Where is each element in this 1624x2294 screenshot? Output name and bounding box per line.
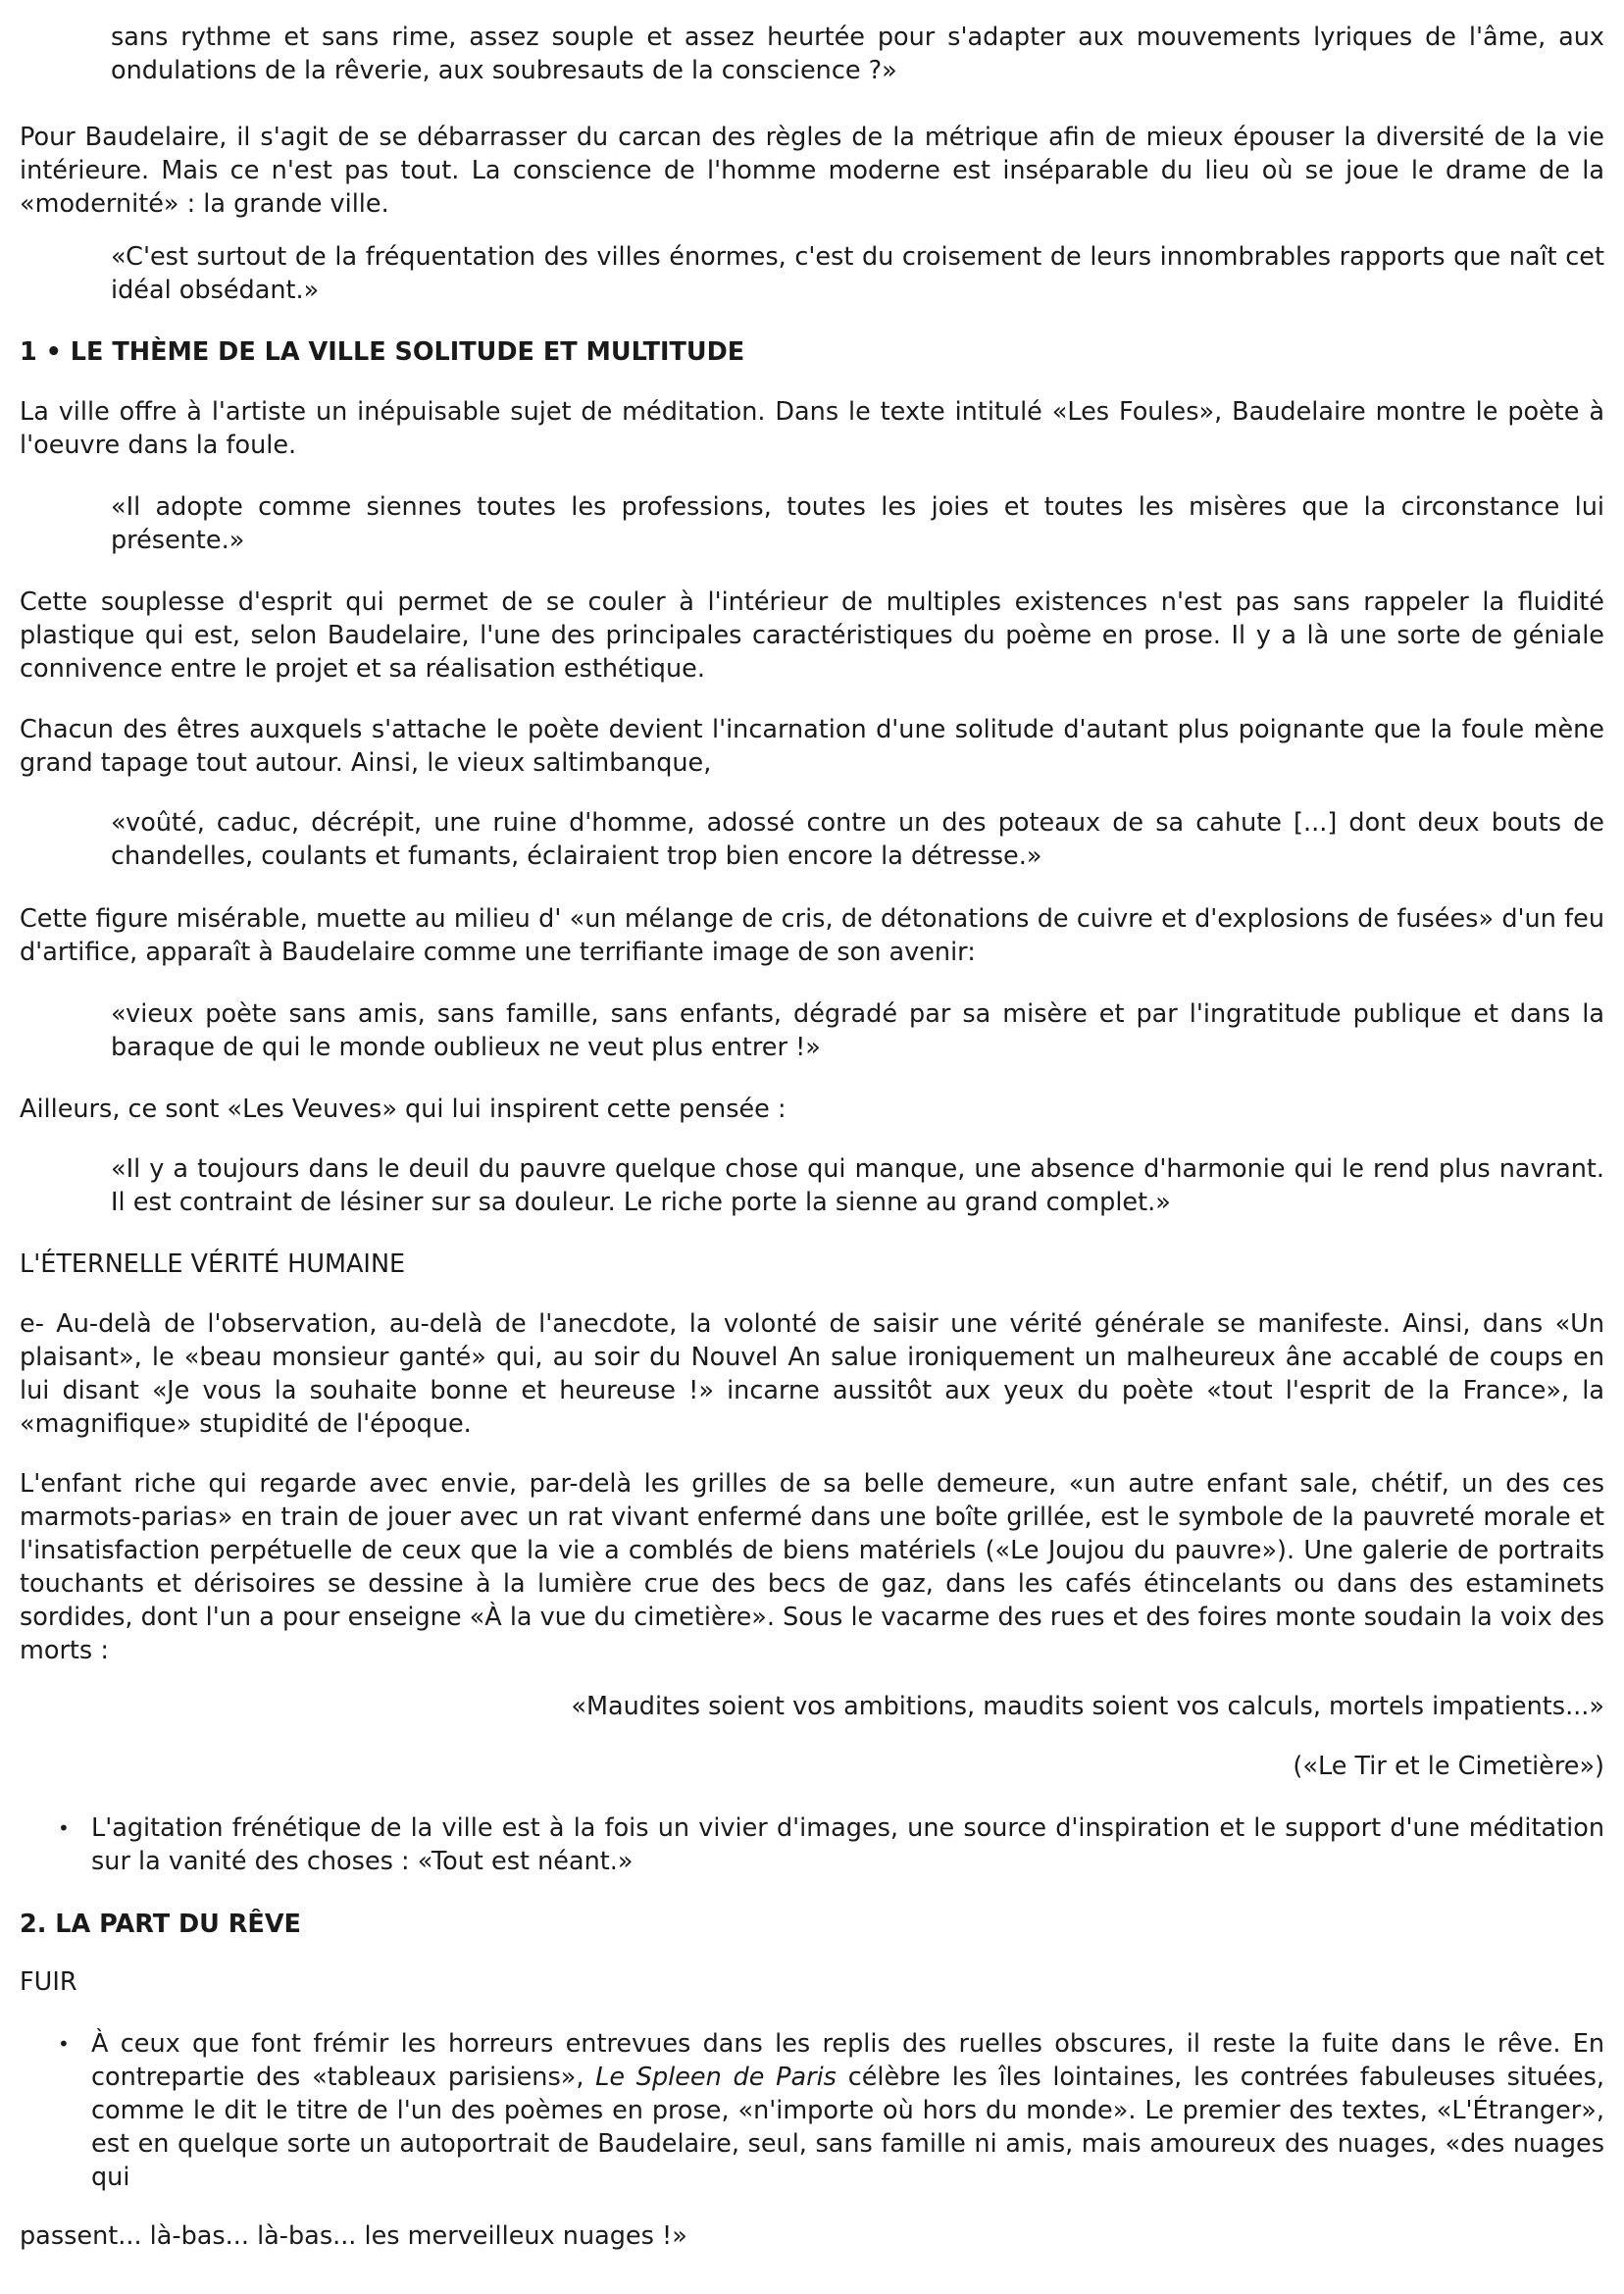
paragraph-souplesse: Cette souplesse d'esprit qui permet de se couler à l'intérieur de multiples existences n'est pas sans rappeler la fluidité plastique qui est, selon Baudelaire, l'une des principales caractéristiques du poème en prose. Il y a là une sorte de géniale connivence entre le projet et sa réalisation esthétique. — [20, 587, 1604, 684]
paragraph-ville-meditation: La ville offre à l'artiste un inépuisable sujet de méditation. Dans le texte intitulé «Les Foules», Baudelaire montre le poète à l'oeuvre dans la foule. — [20, 397, 1604, 460]
paragraph-un-plaisant: e- Au-delà de l'observation, au-delà de l'anecdote, la volonté de saisir une vérité générale se manifeste. Ainsi, dans «Un plaisant», le «beau monsieur ganté» qui, au soir du Nouvel An salue ironiquement un malheureux âne accablé de coups en lui disant «Je vous la souhaite bonne et heureuse !» incarne aussitôt aux yeux du poète «tout l'esprit de la France», la «magnifique» stupidité de l'époque. — [20, 1309, 1604, 1439]
quote-voute-caduc: «voûté, caduc, décrépit, une ruine d'homme, adossé contre un des poteaux de sa cahute [...] dont deux bouts de chandelles, coulants et fumants, éclairaient trop bien encore la détresse.» — [111, 808, 1604, 871]
list-item-text: L'agitation frénétique de la ville est à la fois un vivier d'images, une source d'inspiration et le support d'une méditation sur la vanité des choses : «Tout est néant.» — [91, 1813, 1604, 1876]
subheading-verite-humaine: L'ÉTERNELLE VÉRITÉ HUMAINE — [20, 1249, 406, 1279]
bullet-list-fuir — [20, 2027, 1604, 2194]
paragraph-nuages: passent... là-bas... là-bas... les merveilleux nuages !» — [20, 2221, 687, 2251]
quote-opening: sans rythme et sans rime, assez souple et assez heurtée pour s'adapter aux mouvements lyriques de l'âme, aux ondulations de la rêverie, aux soubresauts de la conscience ?» — [111, 23, 1604, 85]
bullet-marker: • — [58, 2032, 70, 2056]
quote-maudites: «Maudites soient vos ambitions, maudits soient vos calculs, mortels impatients...» — [571, 1692, 1604, 1721]
subheading-fuir: FUIR — [20, 1967, 77, 1997]
paragraph-saltimbanque: Chacun des êtres auxquels s'attache le poète devient l'incarnation d'une solitude d'autant plus poignante que la foule mène grand tapage tout autour. Ainsi, le vieux saltimbanque, — [20, 715, 1604, 778]
quote-vieux-poete: «vieux poète sans amis, sans famille, sans enfants, dégradé par sa misère et par l'ingratitude publique et dans la baraque de qui le monde oublieux ne veut plus entrer !» — [111, 999, 1604, 1062]
book-title: Le Spleen de Paris — [595, 2063, 837, 2092]
section-heading-ville: 1 • LE THÈME DE LA VILLE SOLITUDE ET MULTITUDE — [20, 337, 745, 367]
section-heading-reve: 2. LA PART DU RÊVE — [20, 1910, 301, 1939]
list-item — [58, 1811, 1604, 1878]
quote-villes-enormes: «C'est surtout de la fréquentation des villes énormes, c'est du croisement de leurs innombrables rapports que naît cet idéal obsédant.» — [111, 242, 1604, 305]
citation-tir-cimetiere: («Le Tir et le Cimetière») — [1293, 1752, 1604, 1781]
quote-deuil-pauvre: «Il y a toujours dans le deuil du pauvre quelque chose qui manque, une absence d'harmonie qui le rend plus navrant. Il est contraint de lésiner sur sa douleur. Le riche porte la sienne au grand complet.» — [111, 1154, 1604, 1217]
bullet-marker: • — [58, 1816, 70, 1840]
paragraph-figure-miserable: Cette figure misérable, muette au milieu d' «un mélange de cris, de détonations de cuivre et d'explosions de fusées» d'un feu d'artifice, apparaît à Baudelaire comme une terrifiante image de son avenir: — [20, 904, 1604, 967]
list-item-text-part1: À ceux que font frémir les horreurs entrevues dans les replis des ruelles obscures, il reste la fuite dans le rêve. En contrepartie des «tableaux parisiens», — [91, 2029, 1604, 2092]
list-item-text-part2: célèbre les îles lointaines, les contrées fabuleuses situées, comme le dit le titre de l'un des poèmes en prose, «n'importe où hors du monde». Le premier des textes, «L'Étranger», est en quelque sorte un autoportrait de Baudelaire, seul, sans famille ni amis, mais amoureux des nuages, «des nuages qui — [91, 2063, 1604, 2192]
bullet-list-agitation — [20, 1811, 1604, 1878]
paragraph-veuves: Ailleurs, ce sont «Les Veuves» qui lui inspirent cette pensée : — [20, 1095, 787, 1124]
paragraph-enfant-riche: L'enfant riche qui regarde avec envie, par-delà les grilles de sa belle demeure, «un autre enfant sale, chétif, un des ces marmots-parias» en train de jouer avec un rat vivant enfermé dans une boîte grillée, est le symbole de la pauvreté morale et l'insatisfaction perpétuelle de ceux que la vie a comblés de biens matériels («Le Joujou du pauvre»). Une galerie de portraits touchants et dérisoires se dessine à la lumière crue des becs de gaz, dans les cafés étincelants ou dans des estaminets sordides, dont l'un a pour enseigne «À la vue du cimetière». Sous le vacarme des rues et des foires monte soudain la voix des morts : — [20, 1469, 1604, 1665]
paragraph-baudelaire-metrique: Pour Baudelaire, il s'agit de se débarrasser du carcan des règles de la métrique afin de mieux épouser la diversité de la vie intérieure. Mais ce n'est pas tout. La conscience de l'homme moderne est inséparable du lieu où se joue le drame de la «modernité» : la grande ville. — [20, 123, 1604, 219]
list-item — [58, 2027, 1604, 2194]
quote-professions: «Il adopte comme siennes toutes les professions, toutes les joies et toutes les misères que la circonstance lui présente.» — [111, 492, 1604, 555]
